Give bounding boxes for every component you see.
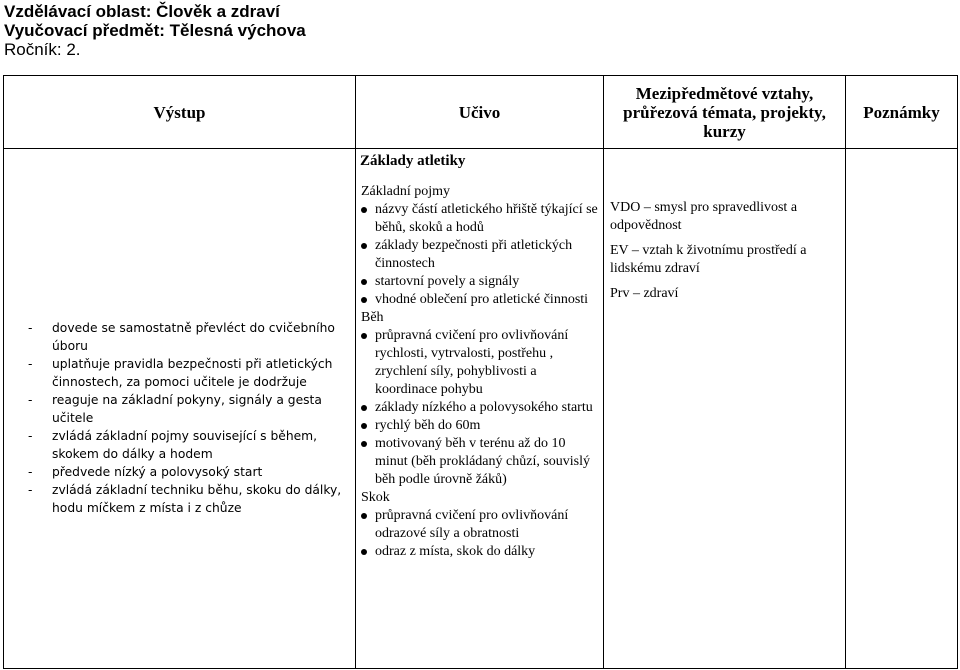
- content-item: odraz z místa, skok do dálky: [361, 543, 599, 561]
- document-header: [4, 2, 306, 59]
- content-item: základy bezpečnosti při atletických činnostech: [361, 237, 599, 273]
- content-item: názvy částí atletického hřiště týkající se běhů, skoků a hodů: [361, 201, 599, 237]
- content-group-title: Základní pojmy: [361, 184, 451, 199]
- column-header-output: Výstup: [153, 102, 206, 122]
- content-item: průpravná cvičení pro ovlivňování odrazové síly a obratnosti: [361, 507, 599, 543]
- table-border-left: [3, 75, 4, 669]
- content-group-running: [361, 309, 599, 489]
- content-group-title: Skok: [361, 490, 390, 505]
- column-header-content: Učivo: [458, 102, 501, 122]
- cross-curricular-item: Prv – zdraví: [610, 286, 679, 301]
- curriculum-table: [3, 75, 958, 669]
- content-item: průpravná cvičení pro ovlivňování rychlosti, vytrvalosti, postřehu , zrychlení síly, pohyblivosti a koordinace pohybu: [361, 327, 599, 399]
- cross-curricular-item: VDO – smysl pro spravedlivost a odpovědnost: [610, 200, 798, 233]
- cross-curricular-item: EV – vztah k životnímu prostředí a lidskému zdraví: [610, 243, 807, 276]
- output-item: - dovede se samostatně převléct do cvičebního úboru: [28, 321, 335, 353]
- output-item: - předvede nízký a polovysoký start: [28, 465, 263, 479]
- table-border-right: [957, 75, 958, 669]
- content-item: základy nízkého a polovysokého startu: [361, 399, 599, 417]
- output-item: - zvládá základní pojmy související s během, skokem do dálky a hodem: [28, 429, 318, 461]
- cross-curricular-list: [610, 199, 840, 310]
- column-divider-3: [845, 75, 846, 669]
- header-row-divider: [3, 148, 958, 149]
- content-item: motivovaný běh v terénu až do 10 minut (běh prokládaný chůzí, souvislý běh podle úrovně žáků): [361, 435, 599, 489]
- content-item: vhodné oblečení pro atletické činnosti: [361, 291, 599, 309]
- output-item: - zvládá základní techniku běhu, skoku do dálky, hodu míčkem z místa i z chůze: [28, 483, 342, 515]
- grade-label: Ročník: 2.: [4, 40, 81, 59]
- column-header-cross-curricular: Mezipředmětové vztahy, průřezová témata, projekty, kurzy: [623, 83, 826, 141]
- outputs-list: [28, 319, 350, 517]
- content-group-jump: [361, 489, 599, 561]
- content-group-basic-terms: [361, 183, 599, 309]
- output-item: - uplatňuje pravidla bezpečnosti při atletických činnostech, za pomoci učitele je dodržuje: [28, 357, 333, 389]
- column-divider-1: [355, 75, 356, 669]
- subject-name: Vyučovací předmět: Tělesná výchova: [4, 21, 306, 40]
- column-header-notes: Poznámky: [863, 102, 940, 122]
- education-area: Vzdělávací oblast: Člověk a zdraví: [4, 2, 280, 21]
- output-item: - reaguje na základní pokyny, signály a gesta učitele: [28, 393, 322, 425]
- content-item: rychlý běh do 60m: [361, 417, 599, 435]
- section-title: Základy atletiky: [360, 153, 466, 169]
- content-group-title: Běh: [361, 310, 384, 325]
- column-divider-2: [603, 75, 604, 669]
- content-item: startovní povely a signály: [361, 273, 599, 291]
- content-list: [361, 183, 599, 561]
- table-border-bottom: [3, 668, 958, 669]
